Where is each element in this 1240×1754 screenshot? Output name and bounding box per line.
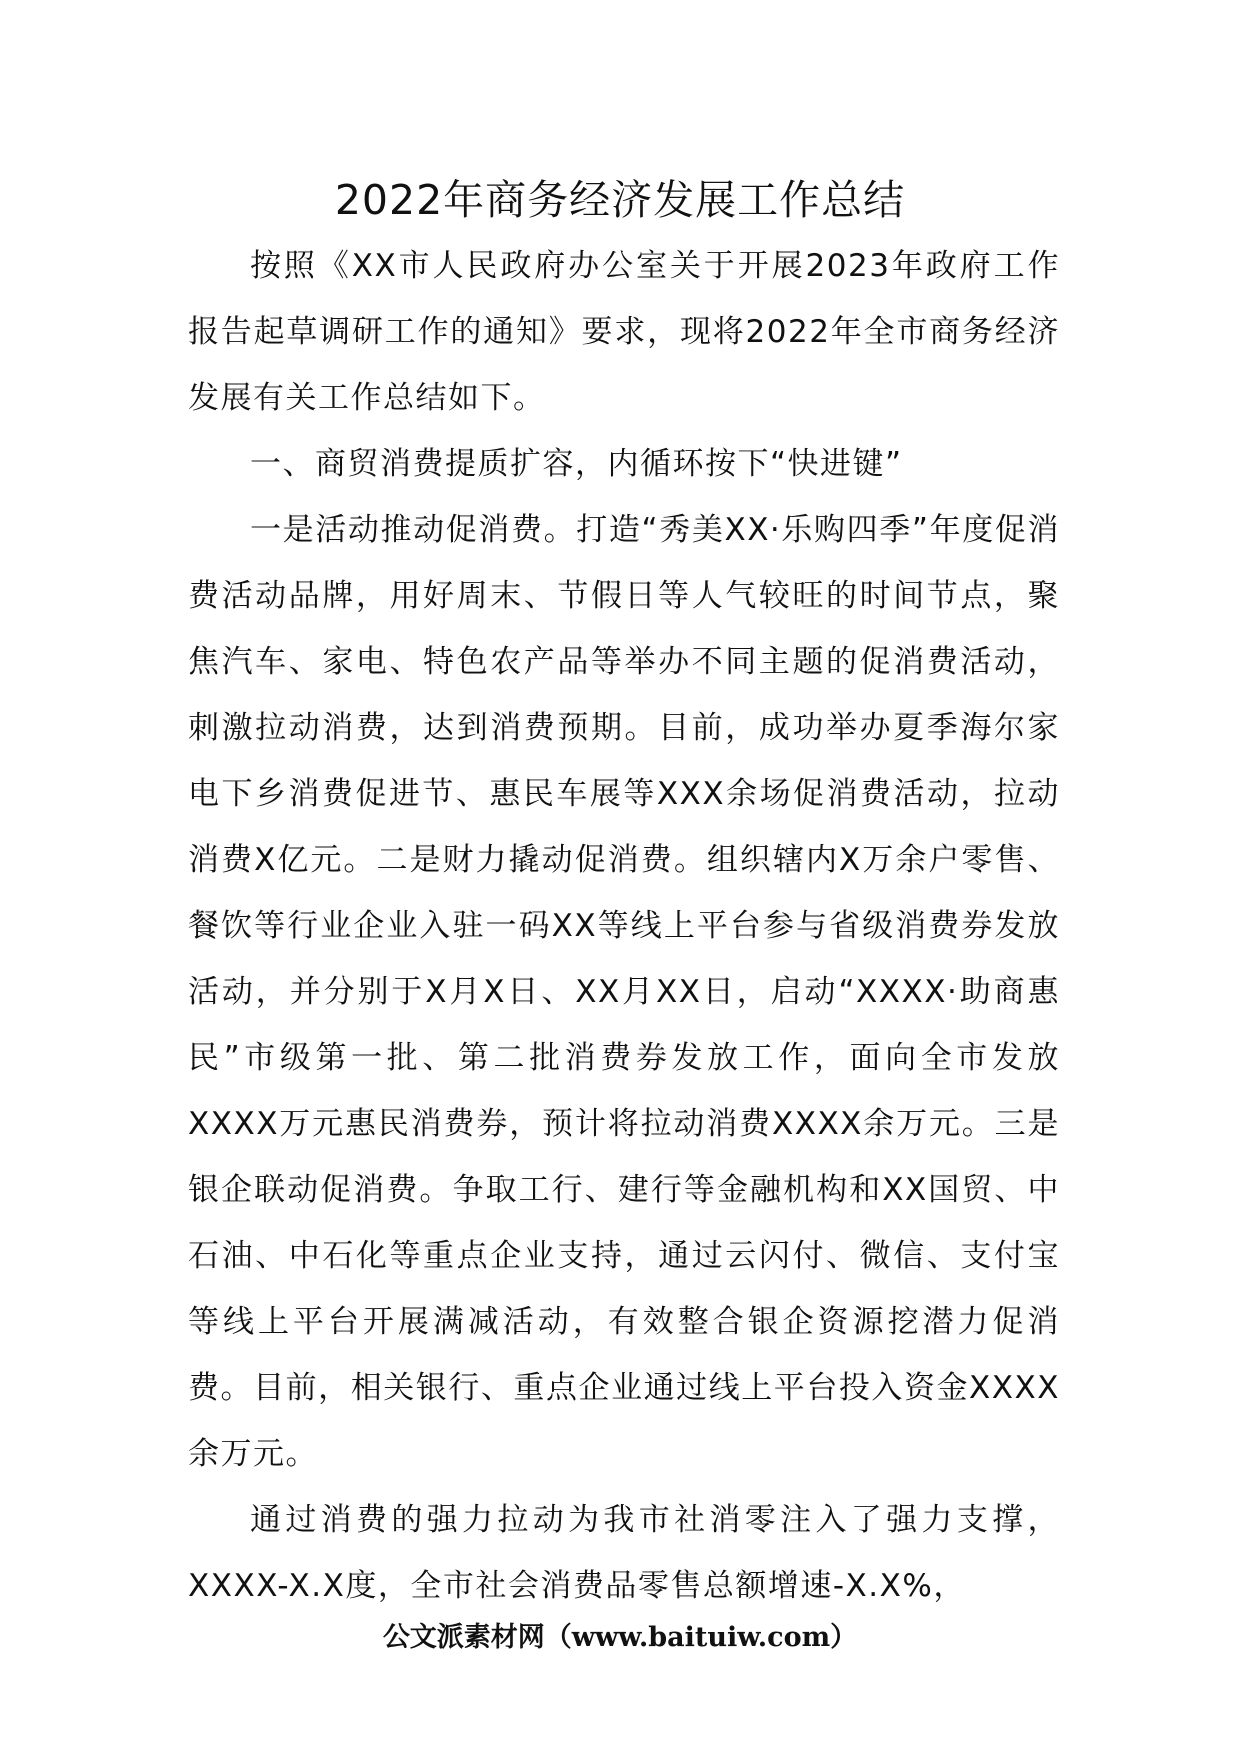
document-body — [188, 233, 1060, 1619]
document-title: 2022年商务经济发展工作总结 — [334, 176, 906, 224]
watermark-footer: 公文派素材网（www.baituiw.com） — [382, 1622, 858, 1653]
intro-paragraph: 按照《XX市人民政府办公室关于开展2023年政府工作报告起草调研工作的通知》要求，现将2022年全市商务经济发展有关工作总结如下。 — [188, 248, 1060, 416]
body-paragraph: 通过消费的强力拉动为我市社消零注入了强力支撑，XXXX-X.X度，全市社会消费品零售总额增速-X.X%， — [188, 1502, 1060, 1604]
body-paragraph: 一是活动推动促消费。打造“秀美XX·乐购四季”年度促消费活动品牌，用好周末、节假日等人气较旺的时间节点，聚焦汽车、家电、特色农产品等举办不同主题的促消费活动，刺激拉动消费，达到消费预期。目前，成功举办夏季海尔家电下乡消费促进节、惠民车展等XXX余场促消费活动，拉动消费X亿元。二是财力撬动促消费。组织辖内X万余户零售、餐饮等行业企业入驻一码XX等线上平台参与省级消费券发放活动，并分别于X月X日、XX月XX日，启动“XXXX·助商惠民”市级第一批、第二批消费券发放工作，面向全市发放XXXX万元惠民消费券，预计将拉动消费XXXX余万元。三是银企联动促消费。争取工行、建行等金融机构和XX国贸、中石油、中石化等重点企业支持，通过云闪付、微信、支付宝等线上平台开展满减活动，有效整合银企资源挖潜力促消费。目前，相关银行、重点企业通过线上平台投入资金XXXX余万元。 — [188, 512, 1060, 1472]
section-heading: 一、商贸消费提质扩容，内循环按下“快进键” — [250, 446, 903, 482]
